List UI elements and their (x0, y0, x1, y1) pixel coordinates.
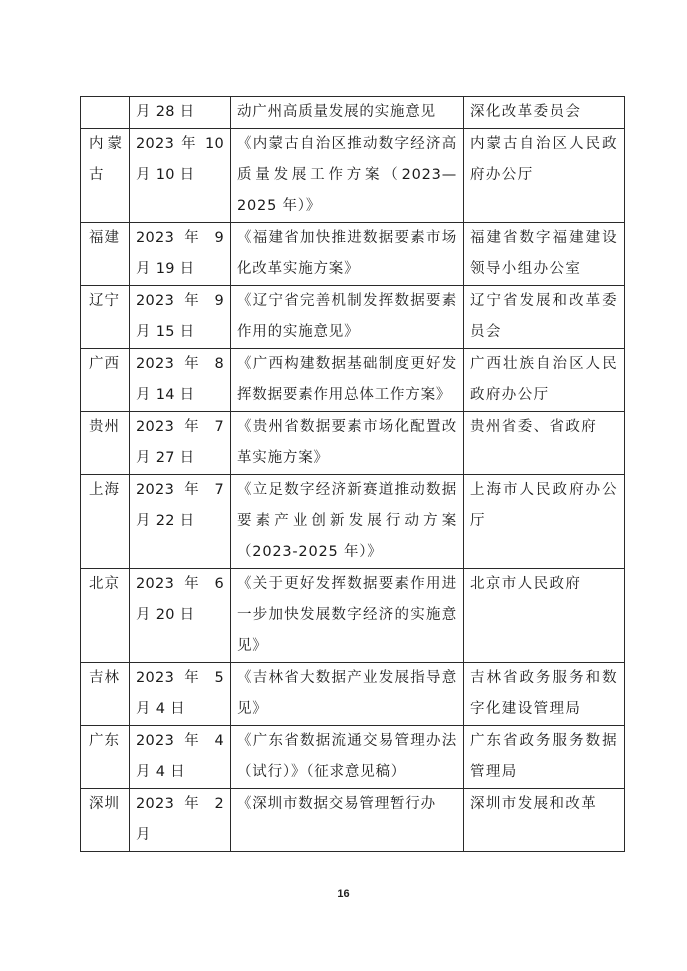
page-number: 16 (337, 888, 350, 900)
region-cell: 深圳 (81, 789, 130, 852)
region-cell: 吉林 (81, 663, 130, 726)
date-cell: 2023 年 7 月 22 日 (130, 475, 231, 569)
table-row (81, 789, 625, 852)
policy-title-cell: 《广东省数据流通交易管理办法（试行）》（征求意见稿） (231, 726, 464, 789)
table-row (81, 286, 625, 349)
region-cell (81, 97, 130, 129)
policy-table (80, 96, 625, 852)
table-row (81, 412, 625, 475)
policy-title-cell: 《深圳市数据交易管理暂行办 (231, 789, 464, 852)
date-cell: 2023 年 4 月 4 日 (130, 726, 231, 789)
issuer-cell: 深化改革委员会 (464, 97, 625, 129)
date-cell: 2023 年 10 月 10 日 (130, 129, 231, 223)
date-cell: 2023 年 2 月 (130, 789, 231, 852)
issuer-cell: 深圳市发展和改革 (464, 789, 625, 852)
region-cell: 福建 (81, 223, 130, 286)
policy-title-cell: 《关于更好发挥数据要素作用进一步加快发展数字经济的实施意见》 (231, 569, 464, 663)
table-row (81, 726, 625, 789)
table-row (81, 569, 625, 663)
policy-title-cell: 《福建省加快推进数据要素市场化改革实施方案》 (231, 223, 464, 286)
region-cell: 贵州 (81, 412, 130, 475)
date-cell: 2023 年 9 月 19 日 (130, 223, 231, 286)
date-cell: 2023 年 8 月 14 日 (130, 349, 231, 412)
policy-title-cell: 《吉林省大数据产业发展指导意见》 (231, 663, 464, 726)
table-row (81, 663, 625, 726)
issuer-cell: 上海市人民政府办公厅 (464, 475, 625, 569)
date-cell: 2023 年 6 月 20 日 (130, 569, 231, 663)
policy-title-cell: 《广西构建数据基础制度更好发挥数据要素作用总体工作方案》 (231, 349, 464, 412)
region-cell: 辽宁 (81, 286, 130, 349)
issuer-cell: 广东省政务服务数据管理局 (464, 726, 625, 789)
region-cell: 内蒙古 (81, 129, 130, 223)
policy-title-cell: 《贵州省数据要素市场化配置改革实施方案》 (231, 412, 464, 475)
policy-title-cell: 《辽宁省完善机制发挥数据要素作用的实施意见》 (231, 286, 464, 349)
date-cell: 2023 年 5 月 4 日 (130, 663, 231, 726)
issuer-cell: 广西壮族自治区人民政府办公厅 (464, 349, 625, 412)
issuer-cell: 贵州省委、省政府 (464, 412, 625, 475)
table-row (81, 97, 625, 129)
issuer-cell: 辽宁省发展和改革委员会 (464, 286, 625, 349)
table-row (81, 223, 625, 286)
table-row (81, 349, 625, 412)
policy-title-cell: 《立足数字经济新赛道推动数据要素产业创新发展行动方案（2023-2025 年）》 (231, 475, 464, 569)
table-row (81, 475, 625, 569)
region-cell: 北京 (81, 569, 130, 663)
date-cell: 2023 年 7 月 27 日 (130, 412, 231, 475)
policy-title-cell: 动广州高质量发展的实施意见 (231, 97, 464, 129)
table-row (81, 129, 625, 223)
date-cell: 2023 年 9 月 15 日 (130, 286, 231, 349)
policy-title-cell: 《内蒙古自治区推动数字经济高质量发展工作方案（2023—2025 年）》 (231, 129, 464, 223)
region-cell: 广西 (81, 349, 130, 412)
issuer-cell: 北京市人民政府 (464, 569, 625, 663)
issuer-cell: 内蒙古自治区人民政府办公厅 (464, 129, 625, 223)
region-cell: 广东 (81, 726, 130, 789)
issuer-cell: 吉林省政务服务和数字化建设管理局 (464, 663, 625, 726)
date-cell: 月 28 日 (130, 97, 231, 129)
region-cell: 上海 (81, 475, 130, 569)
issuer-cell: 福建省数字福建建设领导小组办公室 (464, 223, 625, 286)
